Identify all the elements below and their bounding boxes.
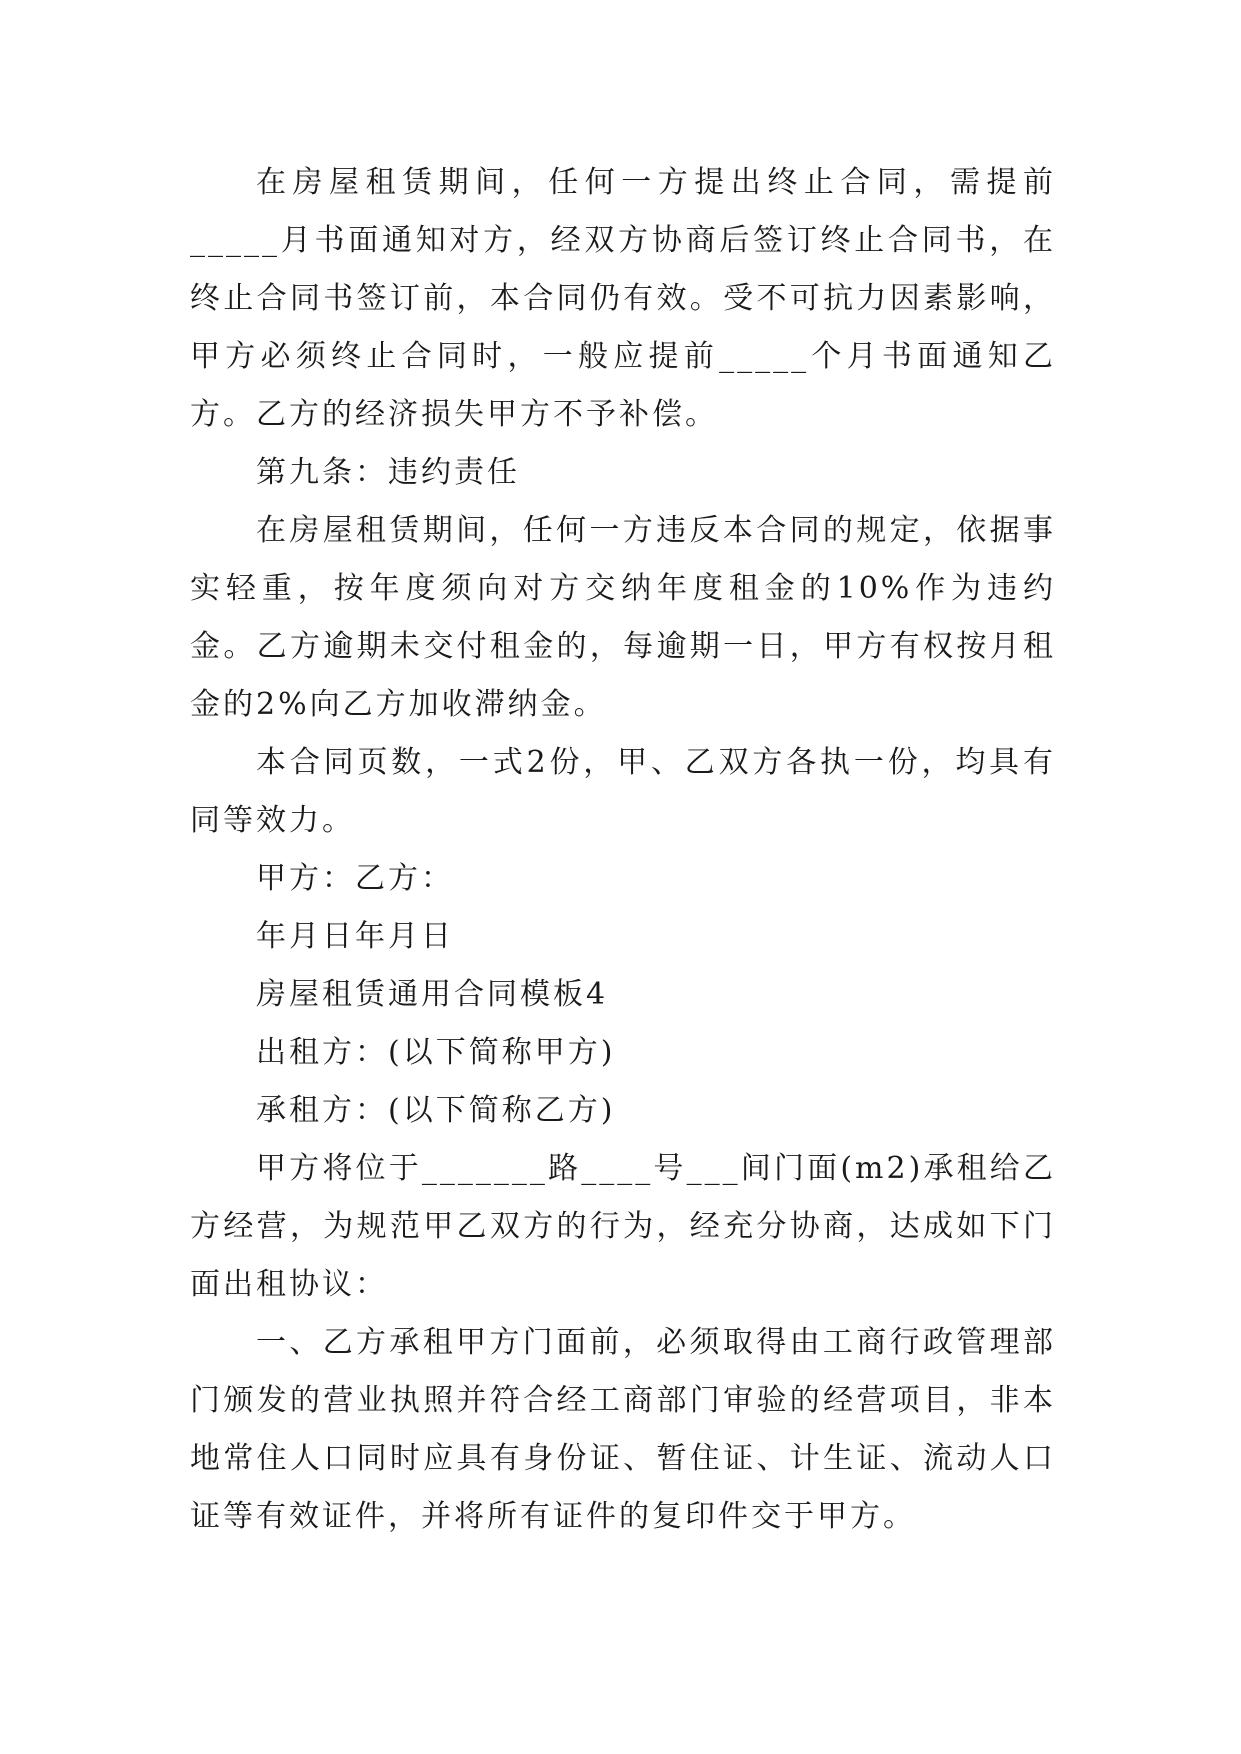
lessee-line: 承租方：(以下简称乙方) — [256, 1093, 616, 1128]
document-body — [190, 154, 1056, 1546]
paragraph-breach-liability: 在房屋租赁期间，任何一方违反本合同的规定，依据事实轻重，按年度须向对方交纳年度租金的10%作为违约金。乙方逾期未交付租金的，每逾期一日，甲方有权按月租金的2%向乙方加收滞纳金。 — [190, 513, 1056, 722]
paragraph-clause-1: 一、乙方承租甲方门面前，必须取得由工商行政管理部门颁发的营业执照并符合经工商部门审验的经营项目，非本地常住人口同时应具有身份证、暂住证、计生证、流动人口证等有效证件，并将所有证件的复印件交于甲方。 — [190, 1325, 1056, 1534]
signature-parties: 甲方：乙方： — [256, 861, 454, 896]
paragraph-premises: 甲方将位于_______路____号___间门面(m2)承租给乙方经营，为规范甲乙双方的行为，经充分协商，达成如下门面出租协议： — [190, 1151, 1056, 1302]
article-9-heading: 第九条：违约责任 — [256, 455, 520, 490]
paragraph-termination-notice: 在房屋租赁期间，任何一方提出终止合同，需提前_____月书面通知对方，经双方协商后签订终止合同书，在终止合同书签订前，本合同仍有效。受不可抗力因素影响，甲方必须终止合同时，一般应提前_____个月书面通知乙方。乙方的经济损失甲方不予补偿。 — [190, 165, 1056, 432]
lessor-line: 出租方：(以下简称甲方) — [256, 1035, 616, 1070]
signature-dates: 年月日年月日 — [256, 919, 454, 954]
paragraph-copies: 本合同页数，一式2份，甲、乙双方各执一份，均具有同等效力。 — [190, 745, 1056, 838]
template-title: 房屋租赁通用合同模板4 — [256, 977, 609, 1012]
